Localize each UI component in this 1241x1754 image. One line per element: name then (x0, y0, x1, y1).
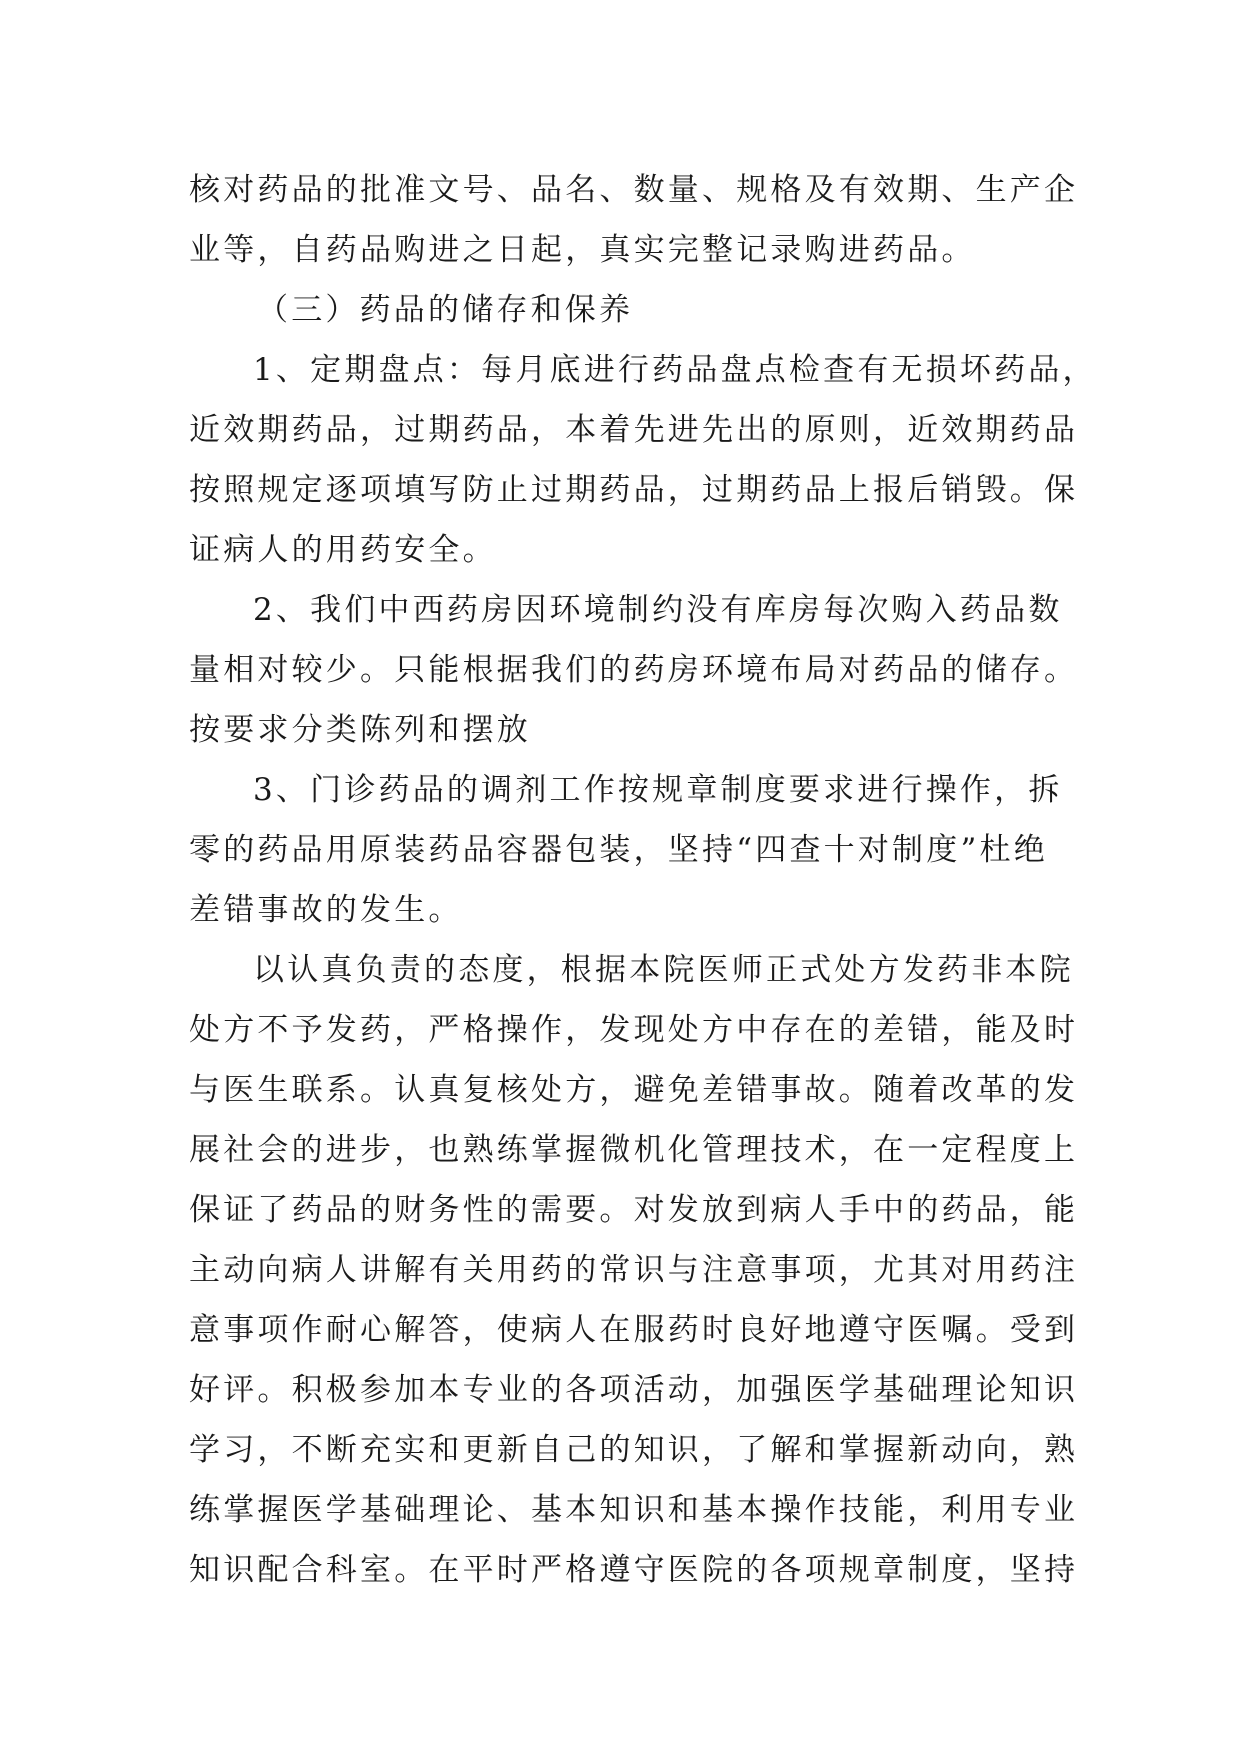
text-line: 与医生联系。认真复核处方，避免差错事故。随着改革的发 (189, 1072, 1079, 1108)
body-text (189, 160, 1097, 1600)
text-line: 处方不予发药，严格操作，发现处方中存在的差错，能及时 (189, 1012, 1079, 1048)
text-line: 按要求分类陈列和摆放 (189, 712, 531, 748)
text-line: 以认真负责的态度，根据本院医师正式处方发药非本院 (253, 952, 1074, 988)
text-line: 差错事故的发生。 (189, 892, 463, 928)
section-heading: （三）药品的储存和保养 (257, 292, 634, 328)
text-line: 好评。积极参加本专业的各项活动，加强医学基础理论知识 (189, 1372, 1079, 1408)
text-line: 主动向病人讲解有关用药的常识与注意事项，尤其对用药注 (189, 1252, 1079, 1288)
text-line: 展社会的进步，也熟练掌握微机化管理技术，在一定程度上 (189, 1132, 1079, 1168)
text-line: 按照规定逐项填写防止过期药品，过期药品上报后销毁。保 (189, 472, 1079, 508)
text-line: 近效期药品，过期药品，本着先进先出的原则，近效期药品 (189, 412, 1079, 448)
text-line: 意事项作耐心解答，使病人在服药时良好地遵守医嘱。受到 (189, 1312, 1079, 1348)
text-line: 学习，不断充实和更新自己的知识，了解和掌握新动向，熟 (189, 1432, 1079, 1468)
text-line: 1、定期盘点：每月底进行药品盘点检查有无损坏药品， (253, 352, 1097, 388)
text-line: 证病人的用药安全。 (189, 532, 497, 568)
text-line: 3、门诊药品的调剂工作按规章制度要求进行操作，拆 (253, 772, 1063, 808)
text-line: 保证了药品的财务性的需要。对发放到病人手中的药品，能 (189, 1192, 1079, 1228)
text-line: 2、我们中西药房因环境制约没有库房每次购入药品数 (253, 592, 1063, 628)
text-line: 知识配合科室。在平时严格遵守医院的各项规章制度，坚持 (189, 1552, 1079, 1588)
text-line: 量相对较少。只能根据我们的药房环境布局对药品的储存。 (189, 652, 1079, 688)
text-line: 业等，自药品购进之日起，真实完整记录购进药品。 (189, 232, 976, 268)
text-line: 练掌握医学基础理论、基本知识和基本操作技能，利用专业 (189, 1492, 1079, 1528)
text-line: 零的药品用原装药品容器包装，坚持“四查十对制度”杜绝 (189, 832, 1048, 868)
text-line: 核对药品的批准文号、品名、数量、规格及有效期、生产企 (189, 172, 1079, 208)
